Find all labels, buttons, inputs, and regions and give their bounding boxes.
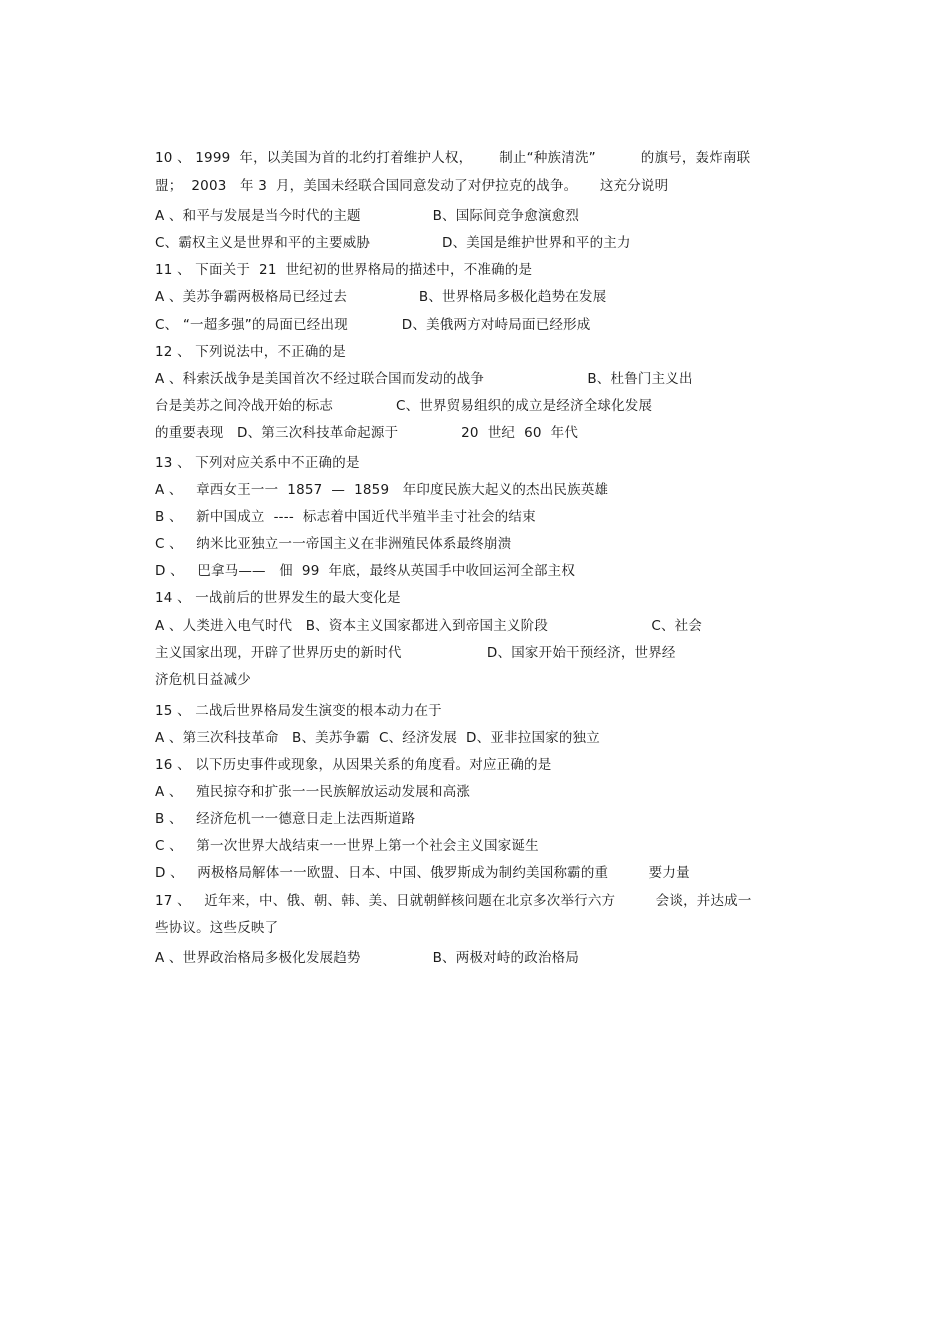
q14-options-line-3: 济危机日益减少 [155,672,251,688]
q17-options-ab: A 、世界政治格局多极化发展趋势 B、两极对峙的政治格局 [155,950,580,966]
q16-option-a: A 、 殖民掠夺和扩张一一民族解放运动发展和高涨 [155,784,471,800]
q12-options-line-3: 的重要表现 D、第三次科技革命起源于 20 世纪 60 年代 [155,425,579,441]
q11-stem: 11 、 下面关于 21 世纪初的世界格局的描述中，不准确的是 [155,262,533,278]
q16-option-b: B 、 经济危机一一德意日走上法西斯道路 [155,811,416,827]
q13-stem: 13 、 下列对应关系中不正确的是 [155,455,360,471]
q10-stem-line-1: 10 、 1999 年，以美国为首的北约打着维护人权， 制止“种族清洗” 的旗号，轰炸南联 [155,150,751,166]
q15-options: A 、第三次科技革命 B、美苏争霸 C、经济发展 D、亚非拉国家的独立 [155,730,600,746]
q14-stem: 14 、 一战前后的世界发生的最大变化是 [155,590,401,606]
q11-options-cd: C、 “一超多强”的局面已经出现 D、美俄两方对峙局面已经形成 [155,317,591,333]
q10-options-cd: C、霸权主义是世界和平的主要威胁 D、美国是维护世界和平的主力 [155,235,631,251]
q14-options-line-1: A 、人类进入电气时代 B、资本主义国家都进入到帝国主义阶段 C、社会 [155,618,703,634]
q13-option-d: D 、 巴拿马—— 佃 99 年底，最终从英国手中收回运河全部主权 [155,563,576,579]
q10-options-ab: A 、和平与发展是当今时代的主题 B、国际间竞争愈演愈烈 [155,208,580,224]
q11-options-ab: A 、美苏争霸两极格局已经过去 B、世界格局多极化趋势在发展 [155,289,607,305]
q15-stem: 15 、 二战后世界格局发生演变的根本动力在于 [155,703,442,719]
q16-option-c: C 、 第一次世界大战结束一一世界上第一个社会主义国家诞生 [155,838,539,854]
q10-stem-line-2: 盟； 2003 年 3 月，美国未经联合国同意发动了对伊拉克的战争。 这充分说明 [155,178,669,194]
q13-option-a: A 、 章西女王一一 1857 — 1859 年印度民族大起义的杰出民族英雄 [155,482,609,498]
q12-options-line-2: 台是美苏之间冷战开始的标志 C、世界贸易组织的成立是经济全球化发展 [155,398,653,414]
q13-option-b: B 、 新中国成立 ---- 标志着中国近代半殖半圭寸社会的结束 [155,509,536,525]
q14-options-line-2: 主义国家出现，开辟了世界历史的新时代 D、国家开始干预经济，世界经 [155,645,676,661]
q12-stem: 12 、 下列说法中，不正确的是 [155,344,346,360]
q16-option-d: D 、 两极格局解体一一欧盟、日本、中国、俄罗斯成为制约美国称霸的重 要力量 [155,865,690,881]
q17-stem-line-1: 17 、 近年来，中、俄、朝、韩、美、日就朝鲜核问题在北京多次举行六方 会谈，并达成一 [155,893,752,909]
q12-options-line-1: A 、科索沃战争是美国首次不经过联合国而发动的战争 B、杜鲁门主义出 [155,371,693,387]
q13-option-c: C 、 纳米比亚独立一一帝国主义在非洲殖民体系最终崩溃 [155,536,512,552]
q17-stem-line-2: 些协议。这些反映了 [155,920,279,936]
q16-stem: 16 、 以下历史事件或现象，从因果关系的角度看。对应正确的是 [155,757,552,773]
